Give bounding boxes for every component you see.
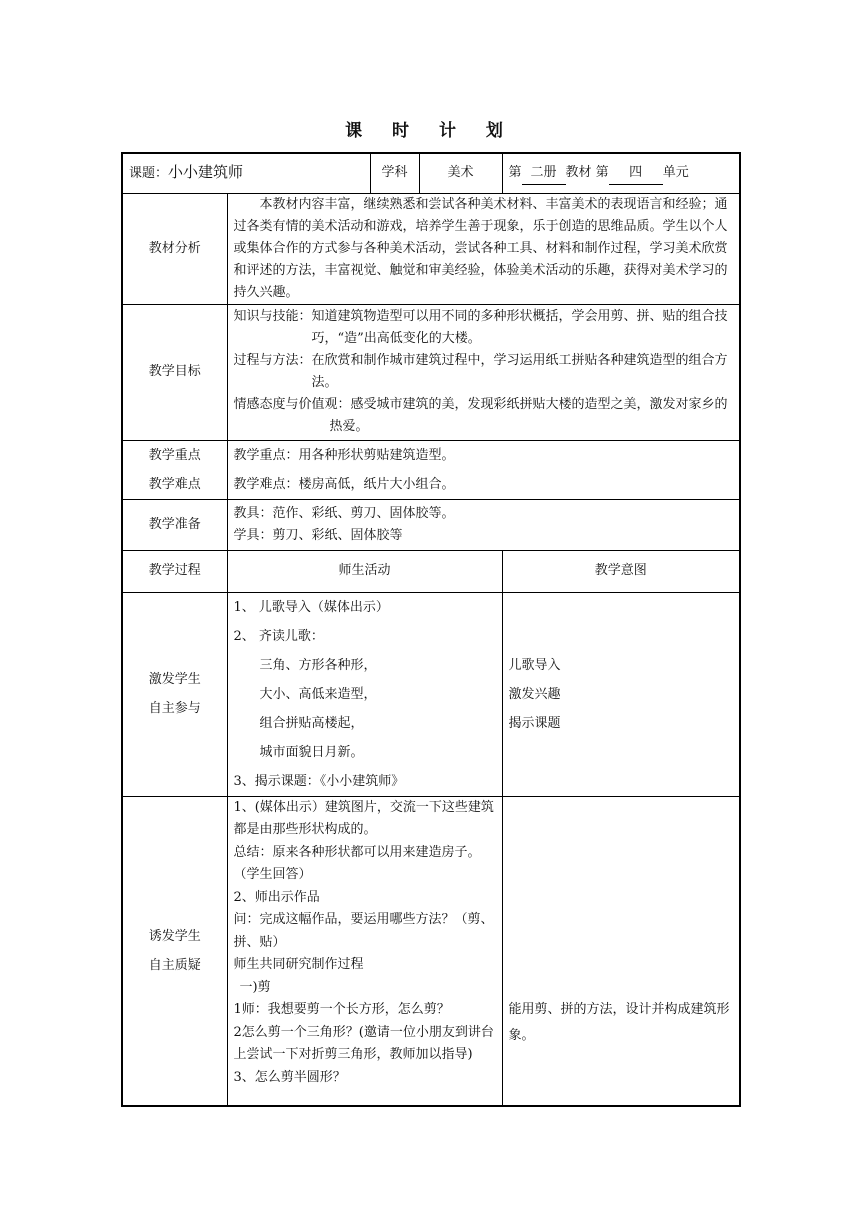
stage1-row	[122, 592, 740, 796]
subject-label: 学科	[370, 153, 419, 193]
stage2-line: 2怎么剪一个三角形？(邀请一位小朋友到讲台上尝试一下对折剪三角形，教师加以指导)	[233, 1024, 494, 1062]
prep-label: 教学准备	[122, 499, 227, 550]
stage1-line: 2、 齐读儿歌：	[233, 628, 324, 644]
analysis-row	[122, 193, 740, 304]
analysis-text: 本教材内容丰富，继续熟悉和尝试各种美术材料、丰富美术的表现语言和经验；通过各类有情的美术活动和游戏，培养学生善于现象，乐于创造的思维品质。学生以个人或集体合作的方式参与各种美术活动，尝试各种工具、材料和制作过程，学习美术欣赏和评述的方法，丰富视觉、触觉和审美经验，体验美术活动的乐趣，获得对美术学习的持久兴趣。	[233, 196, 728, 300]
unit-value: 四	[609, 162, 663, 185]
subject-value: 美术	[419, 153, 502, 193]
key-point-text: 教学重点：用各种形状剪贴建筑造型。	[233, 447, 455, 463]
stage2-label-line2: 自主质疑	[148, 957, 201, 973]
prep-teacher: 教具：范作、彩纸、剪刀、固体胶等。	[233, 505, 455, 521]
header-row	[122, 153, 740, 193]
stage2-row	[122, 796, 740, 1106]
stage2-line: 1师：我想要剪一个长方形，怎么剪？	[233, 1002, 450, 1017]
goal-attitude: 情感态度与价值观：感受城市建筑的美，发现彩纸拼贴大楼的造型之美，激发对家乡的热爱。	[233, 397, 728, 434]
topic-label: 课题：	[129, 166, 169, 182]
process-header-row	[122, 550, 740, 592]
topic-cell	[122, 153, 370, 193]
goal-process: 过程与方法：在欣赏和制作城市建筑过程中，学习运用纸工拼贴各种建筑造型的组合方法。	[233, 353, 728, 390]
stage1-line: 3、揭示课题：《小小建筑师》	[233, 773, 405, 789]
stage2-label	[122, 796, 227, 1106]
stage2-line: （学生回答）	[233, 867, 312, 882]
prep-row	[122, 499, 740, 550]
volume-value: 二册	[522, 162, 566, 185]
prep-cell	[227, 499, 740, 550]
stage2-line: 3、怎么剪半圆形？	[233, 1069, 346, 1085]
stage2-activity	[227, 796, 502, 1106]
analysis-cell	[227, 193, 740, 304]
process-col2: 师生活动	[227, 550, 502, 592]
stage2-line: 2、师出示作品	[233, 889, 320, 905]
stage1-label-line2: 自主参与	[148, 701, 201, 716]
analysis-label: 教材分析	[122, 193, 227, 304]
stage2-line: 师生共同研究制作过程	[233, 957, 364, 972]
stage2-line: 1、(媒体出示）建筑图片，交流一下这些建筑都是由那些形状构成的。	[233, 799, 494, 837]
stage2-line: 问：完成这幅作品，要运用哪些方法？（剪、拼、贴）	[233, 912, 494, 950]
unit-suffix: 单元	[662, 164, 689, 180]
poem-line: 组合拼贴高楼起，	[259, 715, 364, 731]
key-point-label: 教学重点	[148, 447, 201, 463]
volume-unit-cell	[502, 153, 740, 193]
intent-line: 揭示课题	[508, 715, 561, 731]
unit-prefix: 第	[595, 164, 609, 180]
lesson-plan-table	[121, 152, 741, 1107]
volume-prefix: 第	[508, 164, 522, 180]
poem-line: 城市面貌日月新。	[259, 744, 364, 760]
stage1-label	[122, 592, 227, 796]
difficulty-label: 教学难点	[148, 476, 201, 492]
process-col3: 教学意图	[502, 550, 740, 592]
goals-cell	[227, 304, 740, 440]
stage1-intent	[502, 592, 740, 796]
stage1-line: 1、 儿歌导入（媒体出示）	[233, 599, 389, 615]
key-points-labels	[122, 440, 227, 499]
poem-line: 大小、高低来造型，	[259, 686, 377, 702]
goal-knowledge: 知识与技能：知道建筑物造型可以用不同的多种形状概括，学会用剪、拼、贴的组合技巧，“造”出高低变化的大楼。	[233, 309, 728, 346]
intent-line: 儿歌导入	[508, 657, 561, 673]
intent-line: 激发兴趣	[508, 686, 561, 702]
page-title: 课 时 计 划	[345, 121, 515, 141]
prep-student: 学具：剪刀、彩纸、固体胶等	[233, 527, 403, 543]
difficulty-text: 教学难点：楼房高低，纸片大小组合。	[233, 476, 455, 492]
stage2-line: 一)剪	[239, 979, 271, 995]
goals-label: 教学目标	[122, 304, 227, 440]
poem-line: 三角、方形各种形，	[259, 657, 377, 673]
textbook-label: 教材	[565, 164, 592, 180]
stage2-line: 总结：原来各种形状都可以用来建造房子。	[233, 844, 481, 860]
stage1-activity	[227, 592, 502, 796]
stage2-label-line1: 诱发学生	[148, 928, 201, 944]
topic-value: 小小建筑师	[168, 163, 244, 182]
goals-row	[122, 304, 740, 440]
key-points-row	[122, 440, 740, 499]
key-points-cell	[227, 440, 740, 499]
stage1-label-line1: 激发学生	[148, 672, 201, 687]
process-col1: 教学过程	[122, 550, 227, 592]
stage2-intent: 能用剪、拼的方法，设计并构成建筑形象。	[502, 796, 740, 1106]
